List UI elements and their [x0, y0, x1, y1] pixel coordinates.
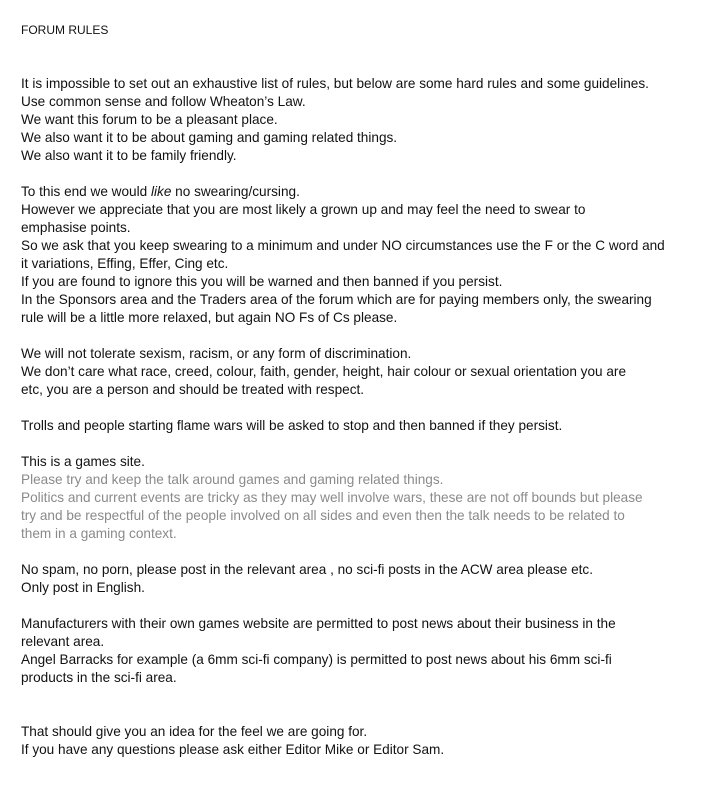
manufacturers-line: Angel Barracks for example (a 6mm sci-fi company) is permitted to post news about his 6mm sci-fi — [21, 652, 612, 667]
spam-line: Only post in English. — [21, 580, 145, 595]
discrimination-paragraph — [21, 345, 711, 399]
discrimination-line: etc, you are a person and should be treated with respect. — [21, 382, 365, 397]
discrimination-line: We don’t care what race, creed, colour, faith, gender, height, hair colour or sexual orientation you are — [21, 364, 627, 379]
swearing-lead-line — [21, 183, 711, 201]
swearing-line: If you are found to ignore this you will be warned and then banned if you persist. — [21, 274, 503, 289]
intro-line: We also want it to be family friendly. — [21, 148, 237, 163]
spacer — [21, 687, 711, 723]
spacer — [21, 399, 711, 417]
closing-line: If you have any questions please ask either Editor Mike or Editor Sam. — [21, 742, 445, 757]
swearing-lead-emphasis: like — [150, 184, 172, 199]
swearing-line: it variations, Effing, Effer, Cing etc. — [21, 256, 229, 271]
games-site-faded-line: try and be respectful of the people involved on all sides and even then the talk needs to be related to — [21, 508, 625, 523]
swearing-lead-before: To this end we would — [21, 184, 151, 199]
games-site-faded-line: them in a gaming context. — [21, 526, 177, 541]
swearing-line: So we ask that you keep swearing to a minimum and under NO circumstances use the F or the C word and — [21, 238, 665, 253]
games-site-paragraph — [21, 453, 711, 543]
manufacturers-line: relevant area. — [21, 634, 105, 649]
spam-paragraph — [21, 561, 711, 597]
swearing-line: rule will be a little more relaxed, but again NO Fs of Cs please. — [21, 310, 398, 325]
spam-line: No spam, no porn, please post in the relevant area , no sci-fi posts in the ACW area please etc. — [21, 562, 593, 577]
swearing-line: However we appreciate that you are most likely a grown up and may feel the need to swear to — [21, 202, 586, 217]
spacer — [21, 327, 711, 345]
intro-line: We want this forum to be a pleasant place. — [21, 112, 278, 127]
spacer — [21, 39, 711, 75]
discrimination-line: We will not tolerate sexism, racism, or any form of discrimination. — [21, 346, 412, 361]
swearing-paragraph — [21, 183, 711, 327]
games-site-faded-line: Please try and keep the talk around games and gaming related things. — [21, 472, 444, 487]
intro-line: Use common sense and follow Wheaton’s Law. — [21, 94, 306, 109]
intro-line: We also want it to be about gaming and gaming related things. — [21, 130, 398, 145]
swearing-line: emphasise points. — [21, 220, 131, 235]
manufacturers-line: products in the sci-fi area. — [21, 670, 177, 685]
intro-line: It is impossible to set out an exhaustive list of rules, but below are some hard rules and some guidelines. — [21, 76, 649, 91]
trolls-paragraph — [21, 417, 711, 435]
forum-rules-document — [21, 21, 711, 759]
spacer — [21, 435, 711, 453]
spacer — [21, 165, 711, 183]
spacer — [21, 597, 711, 615]
manufacturers-line: Manufacturers with their own games website are permitted to post news about their business in the — [21, 616, 616, 631]
manufacturers-paragraph — [21, 615, 711, 687]
page-title: FORUM RULES — [21, 23, 109, 37]
swearing-lead-after: no swearing/cursing. — [171, 184, 300, 199]
trolls-line: Trolls and people starting flame wars will be asked to stop and then banned if they persist. — [21, 418, 563, 433]
games-site-lead: This is a games site. — [21, 454, 145, 469]
games-site-faded-line: Politics and current events are tricky as they may well involve wars, these are not off bounds but please — [21, 490, 643, 505]
closing-line: That should give you an idea for the feel we are going for. — [21, 724, 368, 739]
closing-paragraph — [21, 723, 711, 759]
spacer — [21, 543, 711, 561]
swearing-line: In the Sponsors area and the Traders area of the forum which are for paying members only, the swearing — [21, 292, 652, 307]
intro-paragraph — [21, 75, 711, 165]
